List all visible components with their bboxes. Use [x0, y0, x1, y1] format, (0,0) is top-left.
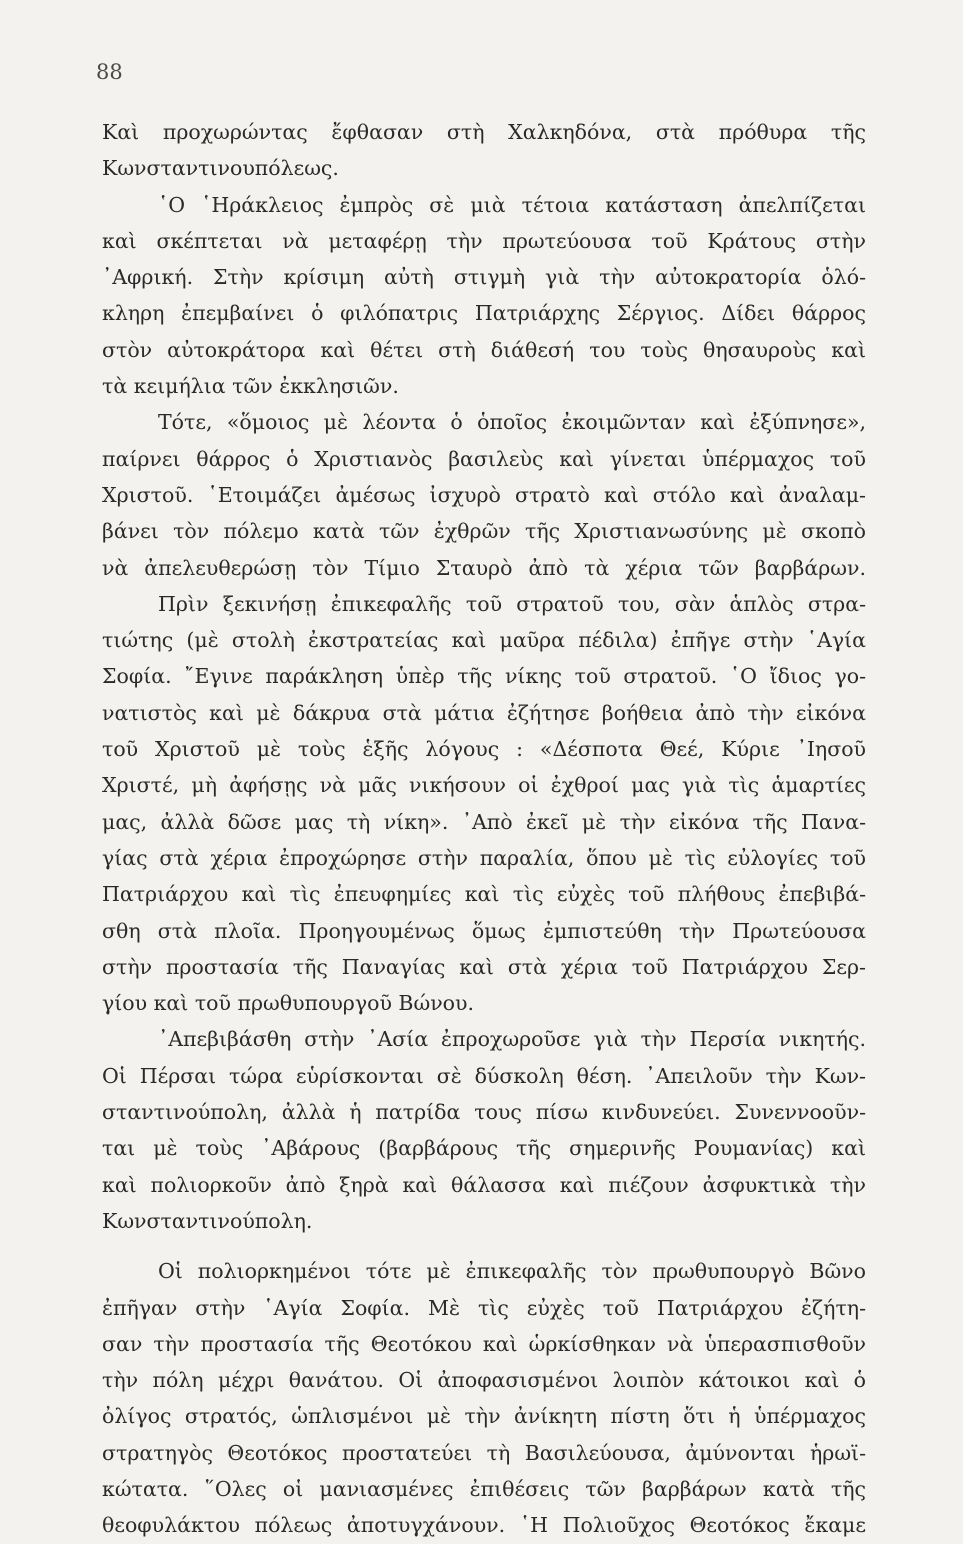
text-line: Σοφία. ῎Εγινε παράκληση ὑπὲρ τῆς νίκης τοῦ στρατοῦ. ῾Ο ἴδιος γο- [102, 664, 866, 689]
paragraph [102, 114, 866, 187]
text-line: ται μὲ τοὺς ᾿Αβάρους (βαρβάρους τῆς σημερινῆς Ρουμανίας) καὶ [102, 1136, 866, 1161]
paragraph [102, 1021, 866, 1239]
body-text [102, 114, 866, 1544]
paragraph [102, 586, 866, 1022]
text-line: Χριστέ, μὴ ἀφήσῃς νὰ μᾶς νικήσουν οἱ ἐχθροί μας γιὰ τὶς ἁμαρτίες [102, 773, 866, 798]
paragraph [102, 187, 866, 405]
text-line: ἐπῆγαν στὴν ῾Αγία Σοφία. Μὲ τὶς εὐχὲς τοῦ Πατριάρχου ἐζήτη- [102, 1295, 866, 1320]
text-line: κληρη ἐπεμβαίνει ὁ φιλόπατρις Πατριάρχης Σέργιος. Δίδει θάρρος [102, 301, 866, 326]
text-line: βάνει τὸν πόλεμο κατὰ τῶν ἐχθρῶν τῆς Χριστιανωσύνης μὲ σκοπὸ [102, 519, 866, 544]
text-line: παίρνει θάρρος ὁ Χριστιανὸς βασιλεὺς καὶ γίνεται ὑπέρμαχος τοῦ [102, 446, 866, 471]
text-line: Τότε, «ὅμοιος μὲ λέοντα ὁ ὁποῖος ἐκοιμῶνταν καὶ ἐξύπνησε», [158, 410, 866, 435]
paragraph [102, 404, 866, 585]
text-line: Πρὶν ξεκινήσῃ ἐπικεφαλῆς τοῦ στρατοῦ του, σὰν ἁπλὸς στρα- [158, 591, 866, 616]
text-line: γίας στὰ χέρια ἐπροχώρησε στὴν παραλία, ὅπου μὲ τὶς εὐλογίες τοῦ [102, 845, 866, 870]
text-line: ᾿Απεβιβάσθη στὴν ᾿Ασία ἐπροχωροῦσε γιὰ τὴν Περσία νικητής. [158, 1027, 866, 1052]
text-line: στὴν προστασία τῆς Παναγίας καὶ στὰ χέρια τοῦ Πατριάρχου Σερ- [102, 954, 866, 979]
text-line: καὶ σκέπτεται νὰ μεταφέρῃ τὴν πρωτεύουσα τοῦ Κράτους στὴν [102, 228, 866, 253]
text-line: Οἱ πολιορκημένοι τότε μὲ ἐπικεφαλῆς τὸν πρωθυπουργὸ Βῶνο [158, 1259, 866, 1284]
text-line: Οἱ Πέρσαι τώρα εὑρίσκονται σὲ δύσκολη θέση. ᾿Απειλοῦν τὴν Κων- [102, 1063, 866, 1088]
text-line: τὰ κειμήλια τῶν ἐκκλησιῶν. [102, 374, 399, 399]
paragraph [102, 1253, 866, 1543]
text-line: νατιστὸς καὶ μὲ δάκρυα στὰ μάτια ἐζήτησε βοήθεια ἀπὸ τὴν εἰκόνα [102, 700, 866, 725]
text-line: σθη στὰ πλοῖα. Προηγουμένως ὅμως ἐμπιστεύθη τὴν Πρωτεύουσα [102, 918, 866, 943]
text-line: νὰ ἀπελευθερώσῃ τὸν Τίμιο Σταυρὸ ἀπὸ τὰ χέρια τῶν βαρβάρων. [102, 555, 866, 580]
text-line: Πατριάρχου καὶ τὶς ἐπευφημίες καὶ τὶς εὐχὲς τοῦ πλήθους ἐπεβιβά- [102, 882, 866, 907]
text-line: Κωνσταντινουπόλεως. [102, 156, 339, 181]
text-line: τιώτης (μὲ στολὴ ἐκστρατείας καὶ μαῦρα πέδιλα) ἐπῆγε στὴν ῾Αγία [102, 628, 866, 653]
text-line: ῾Ο ῾Ηράκλειος ἐμπρὸς σὲ μιὰ τέτοια κατάσταση ἀπελπίζεται [158, 192, 866, 217]
text-line: σταντινούπολη, ἀλλὰ ἡ πατρίδα τους πίσω κινδυνεύει. Συνεννοοῦν- [102, 1100, 866, 1125]
text-line: θεοφυλάκτου πόλεως ἀποτυγχάνουν. ῾Η Πολιοῦχος Θεοτόκος ἔκαμε [102, 1513, 866, 1538]
text-line: ὀλίγος στρατός, ὡπλισμένοι μὲ τὴν ἀνίκητη πίστη ὅτι ἡ ὑπέρμαχος [102, 1404, 866, 1429]
text-line: σαν τὴν προστασία τῆς Θεοτόκου καὶ ὡρκίσθηκαν νὰ ὑπερασπισθοῦν [102, 1331, 866, 1356]
page-number: 88 [96, 60, 123, 84]
text-line: στρατηγὸς Θεοτόκος προστατεύει τὴ Βασιλεύουσα, ἀμύνονται ἡρωϊ- [102, 1440, 866, 1465]
text-line: καὶ πολιορκοῦν ἀπὸ ξηρὰ καὶ θάλασσα καὶ πιέζουν ἀσφυκτικὰ τὴν [102, 1172, 866, 1197]
text-line: ᾿Αφρική. Στὴν κρίσιμη αὐτὴ στιγμὴ γιὰ τὴν αὐτοκρατορία ὁλό- [102, 265, 866, 290]
text-line: Χριστοῦ. ῾Ετοιμάζει ἀμέσως ἰσχυρὸ στρατὸ καὶ στόλο καὶ ἀναλαμ- [102, 482, 866, 507]
text-line: Καὶ προχωρώντας ἔφθασαν στὴ Χαλκηδόνα, στὰ πρόθυρα τῆς [102, 120, 866, 144]
text-line: στὸν αὐτοκράτορα καὶ θέτει στὴ διάθεσή του τοὺς θησαυροὺς καὶ [102, 337, 866, 362]
text-line: τὴν πόλη μέχρι θανάτου. Οἱ ἀποφασισμένοι λοιπὸν κάτοικοι καὶ ὁ [102, 1368, 866, 1393]
text-line: γίου καὶ τοῦ πρωθυπουργοῦ Βώνου. [102, 991, 474, 1016]
text-line: Κωνσταντινούπολη. [102, 1208, 313, 1233]
text-line: τοῦ Χριστοῦ μὲ τοὺς ἑξῆς λόγους : «Δέσποτα Θεέ, Κύριε ᾿Ιησοῦ [102, 737, 866, 762]
text-line: κώτατα. ῞Ολες οἱ μανιασμένες ἐπιθέσεις τῶν βαρβάρων κατὰ τῆς [102, 1476, 866, 1501]
text-line: μας, ἀλλὰ δῶσε μας τὴ νίκη». ᾿Απὸ ἐκεῖ μὲ τὴν εἰκόνα τῆς Πανα- [102, 809, 866, 834]
